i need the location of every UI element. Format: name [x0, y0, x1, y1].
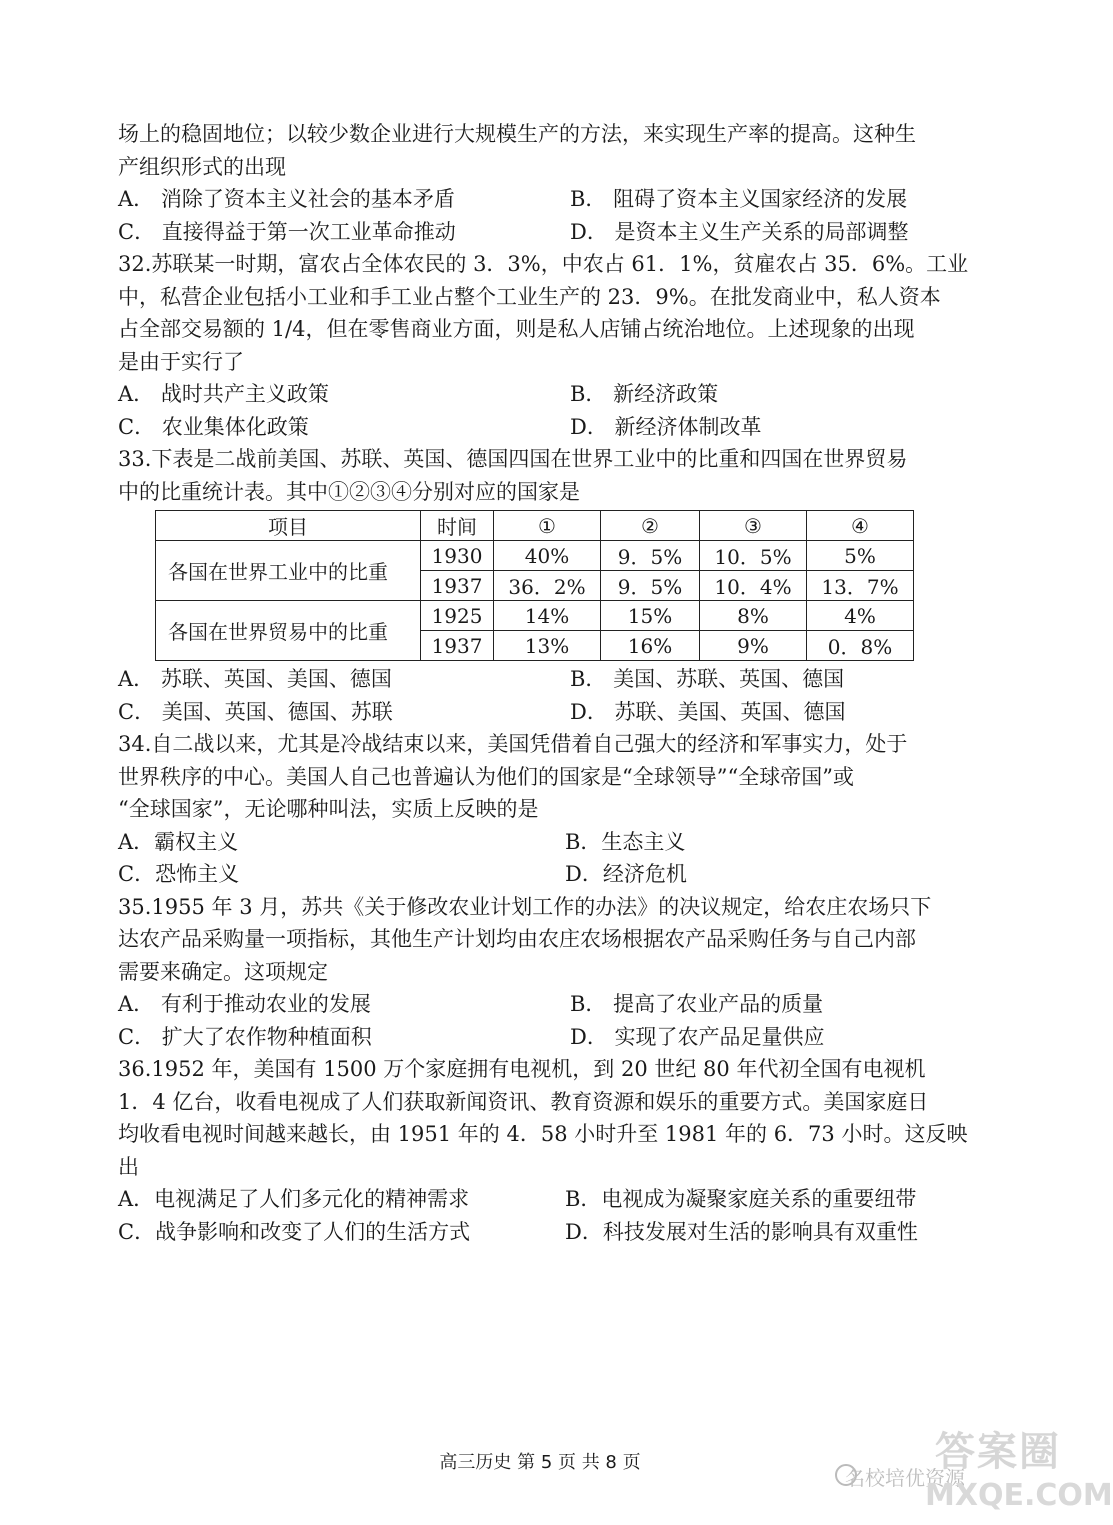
table-cell: 0．8% [807, 631, 914, 661]
options-row [118, 1183, 968, 1216]
table-row [156, 541, 914, 571]
table-cell: 13．7% [807, 571, 914, 601]
options-row [118, 858, 968, 891]
option-b: B． 阻碍了资本主义国家经济的发展 [570, 187, 908, 211]
options-row [118, 988, 968, 1021]
question-stem-line: 33.下表是二战前美国、苏联、英国、德国四国在世界工业中的比重和四国在世界贸易 [118, 447, 908, 471]
question-stem-line: 32.苏联某一时期，富农占全体农民的 3．3%，中农占 61．1%，贫雇农占 35．6%。工业 [118, 252, 969, 276]
options-row [118, 378, 968, 411]
option-d: D． 新经济体制改革 [570, 414, 762, 439]
table-cell: 10．4% [700, 571, 807, 601]
statistics-table [155, 510, 914, 661]
option-a: A．霸权主义 [118, 829, 239, 854]
option-b: B．生态主义 [565, 829, 686, 854]
table-cell: 10．5% [700, 541, 807, 571]
option-b: B．电视成为凝聚家庭关系的重要纽带 [565, 1187, 917, 1211]
table-cell: 15% [601, 601, 700, 631]
option-a: A．电视满足了人们多元化的精神需求 [118, 1187, 470, 1211]
options-row [118, 216, 968, 249]
question-stem-line: 中，私营企业包括小工业和手工业占整个工业生产的 23．9%。在批发商业中，私人资本 [118, 284, 941, 309]
watermark-url: MXQE.COM [925, 1478, 1113, 1513]
question-35 [118, 891, 968, 1054]
option-c: C．战争影响和改变了人们的生活方式 [118, 1219, 471, 1244]
table-group-label: 各国在世界贸易中的比重 [156, 601, 421, 661]
question-36 [118, 1053, 968, 1248]
table-cell: 9．5% [601, 541, 700, 571]
table-cell: 16% [601, 631, 700, 661]
options-row [118, 663, 968, 696]
question-stem-line: 是由于实行了 [118, 349, 244, 374]
question-34 [118, 728, 968, 891]
question-stem-line: 1．4 亿台，收看电视成了人们获取新闻资讯、教育资源和娱乐的重要方式。美国家庭日 [118, 1089, 929, 1114]
table-header-cell: 项目 [156, 511, 421, 541]
options-row [118, 411, 968, 444]
options-row [118, 1216, 968, 1249]
question-stem-line: 36.1952 年，美国有 1500 万个家庭拥有电视机，到 20 世纪 80 年代初全国有电视机 [118, 1057, 926, 1081]
option-b: B． 新经济政策 [570, 382, 719, 406]
table-cell: 1937 [421, 571, 494, 601]
page-footer: 高三历史 第 5 页 共 8 页 [439, 1452, 641, 1473]
question-stem-line: 35.1955 年 3 月，苏共《关于修改农业计划工作的办法》的决议规定，给农庄农场只下 [118, 894, 932, 919]
table-cell: 1937 [421, 631, 494, 661]
table-cell: 1930 [421, 541, 494, 571]
option-a: A． 战时共产主义政策 [118, 382, 329, 406]
question-stem-line: 出 [118, 1154, 139, 1179]
table-cell: 14% [494, 601, 601, 631]
question-stem-line: 均收看电视时间越来越长，由 1951 年的 4．58 小时升至 1981 年的 6．73 小时。这反映 [118, 1122, 968, 1146]
table-cell: 9．5% [601, 571, 700, 601]
table-cell: 4% [807, 601, 914, 631]
question-32 [118, 248, 968, 443]
table-header-cell: ② [601, 511, 700, 541]
table-header-row [156, 511, 914, 541]
table-cell: 5% [807, 541, 914, 571]
table-row [156, 601, 914, 631]
question-stem-line: 达农产品采购量一项指标，其他生产计划均由农庄农场根据农产品采购任务与自己内部 [118, 927, 916, 951]
table-header-cell: ③ [700, 511, 807, 541]
option-d: D．科技发展对生活的影响具有双重性 [565, 1219, 918, 1244]
question-stem-line: 场上的稳固地位；以较少数企业进行大规模生产的方法，来实现生产率的提高。这种生 [118, 122, 916, 146]
option-c: C． 农业集体化政策 [118, 414, 309, 439]
table-header-cell: ④ [807, 511, 914, 541]
option-d: D．经济危机 [565, 862, 687, 886]
question-stem-line: “全球国家”，无论哪种叫法，实质上反映的是 [118, 797, 539, 821]
option-b: B． 提高了农业产品的质量 [570, 992, 824, 1016]
option-d: D． 实现了农产品足量供应 [570, 1024, 825, 1049]
table-header-cell: ① [494, 511, 601, 541]
option-a: A． 消除了资本主义社会的基本矛盾 [118, 187, 455, 211]
options-row [118, 826, 968, 859]
question-31 [118, 118, 968, 248]
options-row [118, 696, 968, 729]
table-cell: 9% [700, 631, 807, 661]
table-cell: 13% [494, 631, 601, 661]
question-stem-line: 中的比重统计表。其中①②③④分别对应的国家是 [118, 479, 580, 504]
question-stem-line: 需要来确定。这项规定 [118, 959, 328, 984]
option-c: C． 美国、英国、德国、苏联 [118, 699, 393, 724]
table-header-cell: 时间 [421, 511, 494, 541]
option-c: C． 扩大了农作物种植面积 [118, 1024, 372, 1049]
question-33 [118, 443, 968, 728]
table-cell: 40% [494, 541, 601, 571]
table-cell: 1925 [421, 601, 494, 631]
table-cell: 36．2% [494, 571, 601, 601]
watermark [835, 1420, 1113, 1513]
question-stem-line: 产组织形式的出现 [118, 154, 286, 179]
option-a: A． 有利于推动农业的发展 [118, 992, 371, 1016]
watermark-source: 名校培优资源 [845, 1466, 965, 1490]
option-a: A． 苏联、英国、美国、德国 [118, 667, 392, 691]
table-group-label: 各国在世界工业中的比重 [156, 541, 421, 601]
question-stem-line: 世界秩序的中心。美国人自己也普遍认为他们的国家是“全球领导”“全球帝国”或 [118, 764, 854, 789]
options-row [118, 1021, 968, 1054]
question-stem-line: 占全部交易额的 1/4，但在零售商业方面，则是私人店铺占统治地位。上述现象的出现 [118, 317, 915, 341]
exam-page-content [118, 118, 968, 1248]
options-row [118, 183, 968, 216]
option-b: B． 美国、苏联、英国、德国 [570, 667, 845, 691]
watermark-logo: 答案圈 [935, 1429, 1061, 1475]
option-c: C．恐怖主义 [118, 862, 240, 886]
option-d: D． 苏联、美国、英国、德国 [570, 699, 846, 724]
question-stem-line: 34.自二战以来，尤其是冷战结束以来，美国凭借着自己强大的经济和军事实力，处于 [118, 732, 908, 756]
table-cell: 8% [700, 601, 807, 631]
option-d: D． 是资本主义生产关系的局部调整 [570, 219, 909, 244]
option-c: C． 直接得益于第一次工业革命推动 [118, 219, 456, 244]
